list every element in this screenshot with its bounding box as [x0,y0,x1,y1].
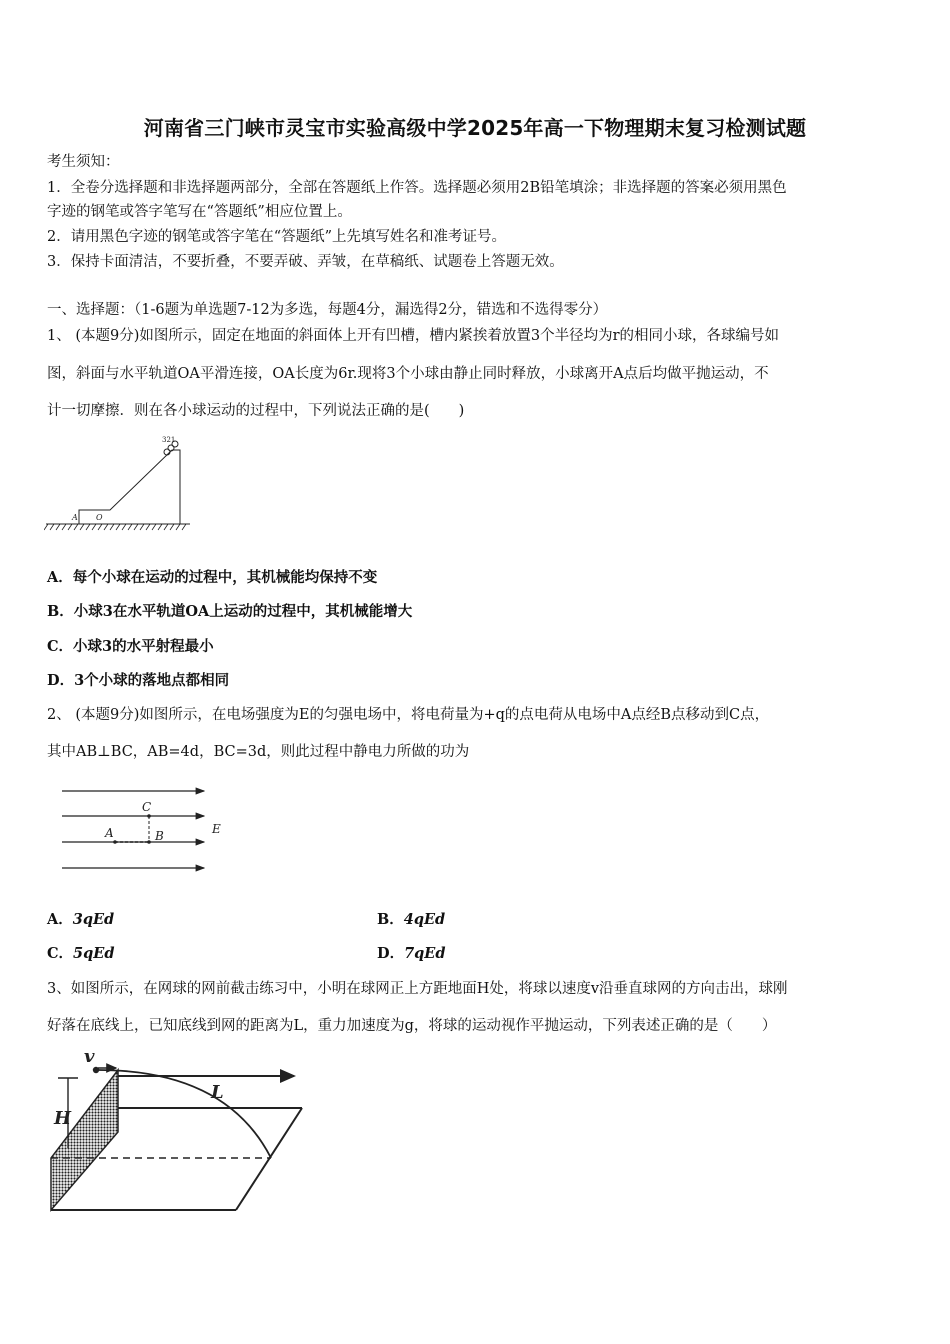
q2-option-d-label: D． [377,945,405,962]
q2-option-d-value: 7qEd [404,945,446,962]
notice-item-2: 2．请用黑色字迹的钢笔或答字笔在“答题纸”上先填写姓名和准考证号。 [47,229,507,245]
label-l: L [211,1082,224,1103]
q3-stem-line-1: 3、如图所示，在网球的网前截击练习中，小明在球网正上方距地面H处，将球以速度v沿垂直球网的方向击出，球刚 [47,981,788,997]
q3-stem-line-2: 好落在底线上，已知底线到网的距离为L，重力加速度为g，将球的运动视作平抛运动，下列表述正确的是（ ） [47,1018,777,1034]
q1-stem-line-1: 1、 (本题9分)如图所示，固定在地面的斜面体上开有凹槽，槽内紧挨着放置3个半径均为r的相同小球，各球编号如 [47,328,780,344]
q1-option-b[interactable]: B．小球3在水平轨道OA上运动的过程中，其机械能增大 [47,603,413,620]
q2-option-c-label: C． [47,945,74,962]
point-c [147,814,151,818]
q2-option-a-label: A． [47,911,73,928]
notice-item-1-cont: 字迹的钢笔或答字笔写在“答题纸”相应位置上。 [47,204,352,220]
q1-option-a[interactable]: A．每个小球在运动的过程中，其机械能均保持不变 [47,569,378,586]
label-b: B [155,829,164,843]
net [51,1070,118,1210]
q2-option-a[interactable] [47,910,114,930]
label-h: H [54,1108,72,1129]
point-a [113,840,117,844]
q2-electric-field-figure [58,780,238,880]
q2-stem-line-2: 其中AB⊥BC，AB=4d，BC=3d，则此过程中静电力所做的功为 [47,744,470,760]
label-o: O [96,513,103,522]
label-c: C [142,800,152,814]
tennis-ball [93,1067,99,1073]
page-title: 河南省三门峡市灵宝市实验高级中学2025年高一下物理期末复习检测试题 [143,116,807,140]
q3-tennis-figure [46,1048,308,1216]
q2-option-b-value: 4qEd [403,911,446,928]
q2-option-c-value: 5qEd [73,945,115,962]
q1-option-c[interactable]: C．小球3的水平射程最小 [47,638,214,655]
q2-option-b[interactable] [377,910,445,930]
q2-stem-line-1: 2、 (本题9分)如图所示，在电场强度为E的匀强电场中，将电荷量为+q的点电荷从电场中A点经B点移动到C点， [47,707,770,723]
q1-stem-line-3: 计一切摩擦．则在各小球运动的过程中，下列说法正确的是( ) [47,403,465,419]
label-e: E [212,822,221,836]
q1-stem-line-2: 图，斜面与水平轨道OA平滑连接，OA长度为6r.现将3个小球由静止同时释放，小球离开A点后均做平抛运动，不 [47,366,769,382]
incline-body [79,450,180,524]
q2-option-c[interactable] [47,944,114,964]
ball-trajectory [98,1070,271,1158]
ground-hatch [44,524,186,530]
label-v: v [84,1048,95,1067]
notice-item-3: 3．保持卡面清洁，不要折叠，不要弄破、弄皱，在草稿纸、试题卷上答题无效。 [47,254,564,270]
q1-option-d[interactable]: D．3个小球的落地点都相同 [47,672,230,689]
label-a: A [105,826,114,840]
notice-heading: 考生须知： [47,154,120,170]
label-balls: 321 [162,436,176,444]
label-a: A [72,513,78,522]
q2-option-b-label: B． [377,911,404,928]
q2-option-a-value: 3qEd [72,911,115,928]
q2-option-d[interactable] [377,944,446,964]
point-b [147,840,151,844]
q1-incline-figure [44,428,194,536]
section-heading: 一、选择题：（1-6题为单选题7-12为多选，每题4分，漏选得2分，错选和不选得零分） [47,302,608,318]
notice-item-1: 1．全卷分选择题和非选择题两部分，全部在答题纸上作答。选择题必须用2B铅笔填涂；非选择题的答案必须用黑色 [47,180,787,196]
